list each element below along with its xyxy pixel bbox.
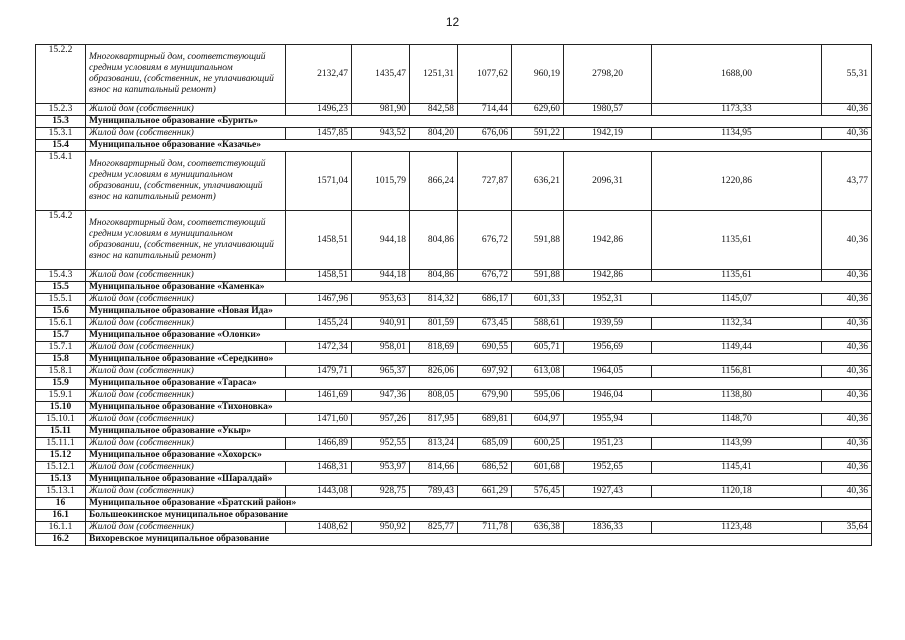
value-cell: 40,36 bbox=[822, 294, 872, 306]
row-description: Жилой дом (собственник) bbox=[86, 414, 286, 426]
table-row bbox=[36, 438, 872, 450]
value-cell: 727,87 bbox=[458, 152, 512, 211]
value-cell: 1443,08 bbox=[286, 486, 352, 498]
value-cell: 1077,62 bbox=[458, 45, 512, 104]
row-code: 16.1.1 bbox=[36, 522, 86, 534]
section-title: Муниципальное образование «Олонки» bbox=[86, 330, 872, 342]
value-cell: 711,78 bbox=[458, 522, 512, 534]
row-code: 15.10 bbox=[36, 402, 86, 414]
table-row bbox=[36, 318, 872, 330]
value-cell: 40,36 bbox=[822, 104, 872, 116]
row-code: 15.3 bbox=[36, 116, 86, 128]
section-row bbox=[36, 450, 872, 462]
value-cell: 40,36 bbox=[822, 462, 872, 474]
value-cell: 813,24 bbox=[410, 438, 458, 450]
value-cell: 944,18 bbox=[352, 211, 410, 270]
row-code: 15.8 bbox=[36, 354, 86, 366]
value-cell: 604,97 bbox=[512, 414, 564, 426]
value-cell: 588,61 bbox=[512, 318, 564, 330]
value-cell: 1955,94 bbox=[564, 414, 652, 426]
value-cell: 1458,51 bbox=[286, 211, 352, 270]
value-cell: 1942,19 bbox=[564, 128, 652, 140]
value-cell: 1015,79 bbox=[352, 152, 410, 211]
value-cell: 43,77 bbox=[822, 152, 872, 211]
value-cell: 953,97 bbox=[352, 462, 410, 474]
value-cell: 960,19 bbox=[512, 45, 564, 104]
section-title: Муниципальное образование «Хохорск» bbox=[86, 450, 872, 462]
value-cell: 591,88 bbox=[512, 211, 564, 270]
section-title: Муниципальное образование «Каменка» bbox=[86, 282, 872, 294]
row-description: Жилой дом (собственник) bbox=[86, 104, 286, 116]
tariff-table bbox=[35, 44, 872, 546]
row-description: Жилой дом (собственник) bbox=[86, 294, 286, 306]
value-cell: 1135,61 bbox=[652, 270, 822, 282]
value-cell: 1466,89 bbox=[286, 438, 352, 450]
table-row bbox=[36, 366, 872, 378]
section-row bbox=[36, 402, 872, 414]
value-cell: 591,88 bbox=[512, 270, 564, 282]
row-code: 15.10.1 bbox=[36, 414, 86, 426]
value-cell: 1123,48 bbox=[652, 522, 822, 534]
value-cell: 689,81 bbox=[458, 414, 512, 426]
value-cell: 817,95 bbox=[410, 414, 458, 426]
value-cell: 676,06 bbox=[458, 128, 512, 140]
value-cell: 2096,31 bbox=[564, 152, 652, 211]
table-row bbox=[36, 211, 872, 270]
value-cell: 1956,69 bbox=[564, 342, 652, 354]
value-cell: 601,68 bbox=[512, 462, 564, 474]
value-cell: 40,36 bbox=[822, 486, 872, 498]
section-row bbox=[36, 140, 872, 152]
row-description: Жилой дом (собственник) bbox=[86, 318, 286, 330]
row-code: 15.12 bbox=[36, 450, 86, 462]
section-row bbox=[36, 534, 872, 546]
value-cell: 1942,86 bbox=[564, 270, 652, 282]
table-row bbox=[36, 522, 872, 534]
value-cell: 1836,33 bbox=[564, 522, 652, 534]
value-cell: 866,24 bbox=[410, 152, 458, 211]
page-number: 12 bbox=[445, 15, 460, 29]
row-code: 15.8.1 bbox=[36, 366, 86, 378]
row-description: Жилой дом (собственник) bbox=[86, 390, 286, 402]
row-code: 15.2.3 bbox=[36, 104, 86, 116]
value-cell: 958,01 bbox=[352, 342, 410, 354]
value-cell: 1468,31 bbox=[286, 462, 352, 474]
row-description: Жилой дом (собственник) bbox=[86, 462, 286, 474]
value-cell: 1952,31 bbox=[564, 294, 652, 306]
row-code: 15.5.1 bbox=[36, 294, 86, 306]
value-cell: 1951,23 bbox=[564, 438, 652, 450]
row-description: Жилой дом (собственник) bbox=[86, 366, 286, 378]
table-row bbox=[36, 294, 872, 306]
table-row bbox=[36, 45, 872, 104]
row-code: 15.3.1 bbox=[36, 128, 86, 140]
section-title: Муниципальное образование «Тараса» bbox=[86, 378, 872, 390]
value-cell: 673,45 bbox=[458, 318, 512, 330]
value-cell: 1173,33 bbox=[652, 104, 822, 116]
row-description: Многоквартирный дом, соответствующий средним условиям в муниципальном образовании, (собственник, не уплачивающий взнос на капитальный ремонт) bbox=[86, 45, 286, 104]
row-code: 15.13 bbox=[36, 474, 86, 486]
table-row bbox=[36, 104, 872, 116]
section-row bbox=[36, 474, 872, 486]
value-cell: 679,90 bbox=[458, 390, 512, 402]
section-row bbox=[36, 330, 872, 342]
section-row bbox=[36, 306, 872, 318]
value-cell: 1927,43 bbox=[564, 486, 652, 498]
section-row bbox=[36, 510, 872, 522]
row-code: 16.2 bbox=[36, 534, 86, 546]
table-row bbox=[36, 342, 872, 354]
value-cell: 595,06 bbox=[512, 390, 564, 402]
row-code: 15.9.1 bbox=[36, 390, 86, 402]
row-description: Многоквартирный дом, соответствующий средним условиям в муниципальном образовании, (собственник, уплачивающий взнос на капитальный ремонт) bbox=[86, 152, 286, 211]
value-cell: 1952,65 bbox=[564, 462, 652, 474]
row-code: 16 bbox=[36, 498, 86, 510]
row-description: Жилой дом (собственник) bbox=[86, 342, 286, 354]
value-cell: 804,86 bbox=[410, 270, 458, 282]
value-cell: 1964,05 bbox=[564, 366, 652, 378]
section-title: Муниципальное образование «Братский район» bbox=[86, 498, 872, 510]
value-cell: 1571,04 bbox=[286, 152, 352, 211]
value-cell: 1472,34 bbox=[286, 342, 352, 354]
section-title: Муниципальное образование «Казачье» bbox=[86, 140, 872, 152]
row-code: 15.11 bbox=[36, 426, 86, 438]
value-cell: 1461,69 bbox=[286, 390, 352, 402]
value-cell: 940,91 bbox=[352, 318, 410, 330]
row-code: 15.5 bbox=[36, 282, 86, 294]
value-cell: 1145,41 bbox=[652, 462, 822, 474]
value-cell: 1134,95 bbox=[652, 128, 822, 140]
value-cell: 629,60 bbox=[512, 104, 564, 116]
value-cell: 981,90 bbox=[352, 104, 410, 116]
value-cell: 952,55 bbox=[352, 438, 410, 450]
table-row bbox=[36, 390, 872, 402]
value-cell: 1145,07 bbox=[652, 294, 822, 306]
value-cell: 600,25 bbox=[512, 438, 564, 450]
row-code: 15.4 bbox=[36, 140, 86, 152]
value-cell: 686,52 bbox=[458, 462, 512, 474]
value-cell: 40,36 bbox=[822, 390, 872, 402]
value-cell: 1148,70 bbox=[652, 414, 822, 426]
value-cell: 1251,31 bbox=[410, 45, 458, 104]
value-cell: 957,26 bbox=[352, 414, 410, 426]
value-cell: 40,36 bbox=[822, 270, 872, 282]
section-title: Вихоревское муниципальное образование bbox=[86, 534, 872, 546]
value-cell: 789,43 bbox=[410, 486, 458, 498]
table-row bbox=[36, 152, 872, 211]
value-cell: 1455,24 bbox=[286, 318, 352, 330]
value-cell: 804,86 bbox=[410, 211, 458, 270]
value-cell: 953,63 bbox=[352, 294, 410, 306]
value-cell: 1939,59 bbox=[564, 318, 652, 330]
row-code: 15.4.2 bbox=[36, 211, 86, 270]
value-cell: 804,20 bbox=[410, 128, 458, 140]
value-cell: 965,37 bbox=[352, 366, 410, 378]
value-cell: 676,72 bbox=[458, 211, 512, 270]
value-cell: 40,36 bbox=[822, 438, 872, 450]
section-title: Муниципальное образование «Новая Ида» bbox=[86, 306, 872, 318]
value-cell: 1135,61 bbox=[652, 211, 822, 270]
value-cell: 2132,47 bbox=[286, 45, 352, 104]
row-description: Жилой дом (собственник) bbox=[86, 486, 286, 498]
row-code: 16.1 bbox=[36, 510, 86, 522]
value-cell: 826,06 bbox=[410, 366, 458, 378]
row-code: 15.11.1 bbox=[36, 438, 86, 450]
section-title: Муниципальное образование «Укыр» bbox=[86, 426, 872, 438]
section-title: Муниципальное образование «Тихоновка» bbox=[86, 402, 872, 414]
row-code: 15.4.1 bbox=[36, 152, 86, 211]
section-row bbox=[36, 354, 872, 366]
value-cell: 1980,57 bbox=[564, 104, 652, 116]
value-cell: 1435,47 bbox=[352, 45, 410, 104]
value-cell: 697,92 bbox=[458, 366, 512, 378]
table-row bbox=[36, 486, 872, 498]
value-cell: 814,32 bbox=[410, 294, 458, 306]
row-description: Жилой дом (собственник) bbox=[86, 128, 286, 140]
row-code: 15.6 bbox=[36, 306, 86, 318]
value-cell: 40,36 bbox=[822, 211, 872, 270]
value-cell: 2798,20 bbox=[564, 45, 652, 104]
value-cell: 1120,18 bbox=[652, 486, 822, 498]
value-cell: 1496,23 bbox=[286, 104, 352, 116]
value-cell: 40,36 bbox=[822, 414, 872, 426]
value-cell: 943,52 bbox=[352, 128, 410, 140]
value-cell: 1457,85 bbox=[286, 128, 352, 140]
value-cell: 40,36 bbox=[822, 128, 872, 140]
row-code: 15.7 bbox=[36, 330, 86, 342]
value-cell: 1156,81 bbox=[652, 366, 822, 378]
value-cell: 636,21 bbox=[512, 152, 564, 211]
section-title: Муниципальное образование «Шаралдай» bbox=[86, 474, 872, 486]
section-title: Муниципальное образование «Бурить» bbox=[86, 116, 872, 128]
row-code: 15.12.1 bbox=[36, 462, 86, 474]
table-row bbox=[36, 462, 872, 474]
row-description: Жилой дом (собственник) bbox=[86, 438, 286, 450]
value-cell: 1149,44 bbox=[652, 342, 822, 354]
section-row bbox=[36, 498, 872, 510]
value-cell: 690,55 bbox=[458, 342, 512, 354]
value-cell: 1143,99 bbox=[652, 438, 822, 450]
row-code: 15.2.2 bbox=[36, 45, 86, 104]
value-cell: 613,08 bbox=[512, 366, 564, 378]
value-cell: 1467,96 bbox=[286, 294, 352, 306]
section-title: Муниципальное образование «Середкино» bbox=[86, 354, 872, 366]
value-cell: 55,31 bbox=[822, 45, 872, 104]
value-cell: 686,17 bbox=[458, 294, 512, 306]
value-cell: 605,71 bbox=[512, 342, 564, 354]
value-cell: 1479,71 bbox=[286, 366, 352, 378]
row-code: 15.13.1 bbox=[36, 486, 86, 498]
value-cell: 1138,80 bbox=[652, 390, 822, 402]
value-cell: 1408,62 bbox=[286, 522, 352, 534]
table-row bbox=[36, 414, 872, 426]
table-row bbox=[36, 270, 872, 282]
row-code: 15.6.1 bbox=[36, 318, 86, 330]
table-row bbox=[36, 128, 872, 140]
value-cell: 1471,60 bbox=[286, 414, 352, 426]
value-cell: 944,18 bbox=[352, 270, 410, 282]
section-row bbox=[36, 116, 872, 128]
value-cell: 825,77 bbox=[410, 522, 458, 534]
value-cell: 1132,34 bbox=[652, 318, 822, 330]
value-cell: 928,75 bbox=[352, 486, 410, 498]
value-cell: 808,05 bbox=[410, 390, 458, 402]
value-cell: 801,59 bbox=[410, 318, 458, 330]
row-code: 15.4.3 bbox=[36, 270, 86, 282]
row-description: Жилой дом (собственник) bbox=[86, 522, 286, 534]
row-code: 15.7.1 bbox=[36, 342, 86, 354]
value-cell: 947,36 bbox=[352, 390, 410, 402]
value-cell: 685,09 bbox=[458, 438, 512, 450]
value-cell: 40,36 bbox=[822, 318, 872, 330]
value-cell: 676,72 bbox=[458, 270, 512, 282]
section-row bbox=[36, 426, 872, 438]
value-cell: 1946,04 bbox=[564, 390, 652, 402]
value-cell: 714,44 bbox=[458, 104, 512, 116]
row-description: Жилой дом (собственник) bbox=[86, 270, 286, 282]
value-cell: 35,64 bbox=[822, 522, 872, 534]
value-cell: 591,22 bbox=[512, 128, 564, 140]
value-cell: 40,36 bbox=[822, 342, 872, 354]
value-cell: 1688,00 bbox=[652, 45, 822, 104]
value-cell: 1220,86 bbox=[652, 152, 822, 211]
value-cell: 661,29 bbox=[458, 486, 512, 498]
section-row bbox=[36, 282, 872, 294]
value-cell: 950,92 bbox=[352, 522, 410, 534]
row-description: Многоквартирный дом, соответствующий средним условиям в муниципальном образовании, (собственник, не уплачивающий взнос на капитальный ремонт) bbox=[86, 211, 286, 270]
value-cell: 601,33 bbox=[512, 294, 564, 306]
value-cell: 576,45 bbox=[512, 486, 564, 498]
section-row bbox=[36, 378, 872, 390]
row-code: 15.9 bbox=[36, 378, 86, 390]
value-cell: 636,38 bbox=[512, 522, 564, 534]
value-cell: 40,36 bbox=[822, 366, 872, 378]
value-cell: 1458,51 bbox=[286, 270, 352, 282]
value-cell: 818,69 bbox=[410, 342, 458, 354]
value-cell: 814,66 bbox=[410, 462, 458, 474]
value-cell: 842,58 bbox=[410, 104, 458, 116]
value-cell: 1942,86 bbox=[564, 211, 652, 270]
section-title: Большеокинское муниципальное образование bbox=[86, 510, 872, 522]
